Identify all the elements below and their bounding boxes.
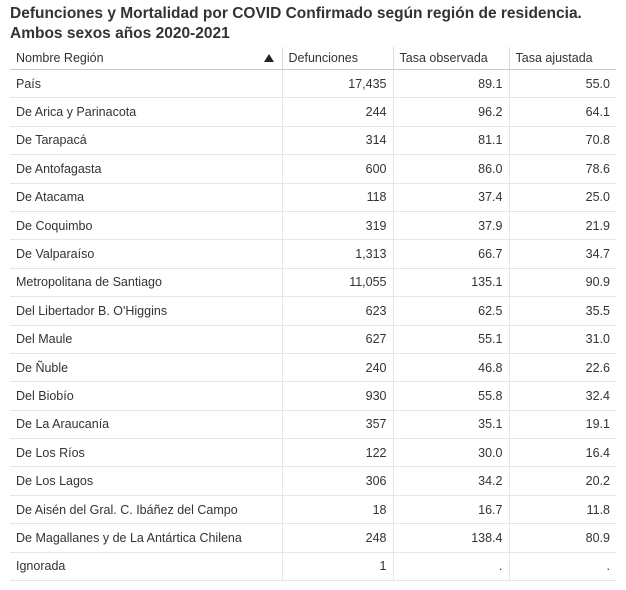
table-row (10, 297, 616, 325)
cell-observed-rate: 89.1 (393, 70, 509, 98)
cell-deaths: 627 (282, 325, 393, 353)
cell-adjusted-rate: 22.6 (509, 353, 616, 381)
cell-adjusted-rate: 19.1 (509, 410, 616, 438)
table-row (10, 183, 616, 211)
table-row (10, 126, 616, 154)
table-row (10, 410, 616, 438)
cell-adjusted-rate: 90.9 (509, 268, 616, 296)
cell-region-name: De Antofagasta (10, 155, 282, 183)
cell-observed-rate: 66.7 (393, 240, 509, 268)
cell-adjusted-rate: 64.1 (509, 98, 616, 126)
cell-adjusted-rate: 32.4 (509, 382, 616, 410)
column-header-region-label: Nombre Región (16, 51, 104, 65)
cell-region-name: De Coquimbo (10, 211, 282, 239)
cell-deaths: 1 (282, 552, 393, 580)
table-row (10, 495, 616, 523)
cell-region-name: De Atacama (10, 183, 282, 211)
cell-region-name: Del Libertador B. O'Higgins (10, 297, 282, 325)
cell-deaths: 306 (282, 467, 393, 495)
cell-deaths: 18 (282, 495, 393, 523)
cell-adjusted-rate: 55.0 (509, 70, 616, 98)
table-row (10, 98, 616, 126)
mortality-table (10, 47, 616, 581)
cell-deaths: 11,055 (282, 268, 393, 296)
cell-region-name: De Ñuble (10, 353, 282, 381)
table-row (10, 552, 616, 580)
cell-region-name: De Los Ríos (10, 439, 282, 467)
cell-region-name: Ignorada (10, 552, 282, 580)
table-header-row (10, 47, 616, 70)
cell-region-name: De Tarapacá (10, 126, 282, 154)
cell-region-name: De Valparaíso (10, 240, 282, 268)
cell-region-name: Metropolitana de Santiago (10, 268, 282, 296)
cell-region-name: Del Biobío (10, 382, 282, 410)
cell-deaths: 118 (282, 183, 393, 211)
cell-adjusted-rate: 34.7 (509, 240, 616, 268)
table-row (10, 524, 616, 552)
column-header-adjusted-rate[interactable]: Tasa ajustada (509, 47, 616, 70)
cell-adjusted-rate: 16.4 (509, 439, 616, 467)
cell-deaths: 319 (282, 211, 393, 239)
cell-observed-rate: 16.7 (393, 495, 509, 523)
cell-observed-rate: 138.4 (393, 524, 509, 552)
cell-adjusted-rate: 25.0 (509, 183, 616, 211)
table-row (10, 439, 616, 467)
cell-observed-rate: 96.2 (393, 98, 509, 126)
cell-deaths: 244 (282, 98, 393, 126)
cell-observed-rate: 37.4 (393, 183, 509, 211)
table-body (10, 70, 616, 581)
cell-region-name: De Los Lagos (10, 467, 282, 495)
cell-observed-rate: 86.0 (393, 155, 509, 183)
cell-adjusted-rate: 80.9 (509, 524, 616, 552)
cell-observed-rate: 34.2 (393, 467, 509, 495)
table-row (10, 325, 616, 353)
cell-region-name: País (10, 70, 282, 98)
cell-observed-rate: 55.1 (393, 325, 509, 353)
table-row (10, 211, 616, 239)
cell-deaths: 314 (282, 126, 393, 154)
cell-region-name: De Magallanes y de La Antártica Chilena (10, 524, 282, 552)
cell-deaths: 930 (282, 382, 393, 410)
cell-deaths: 357 (282, 410, 393, 438)
table-row (10, 353, 616, 381)
cell-deaths: 17,435 (282, 70, 393, 98)
column-header-observed-rate[interactable]: Tasa observada (393, 47, 509, 70)
table-row (10, 268, 616, 296)
cell-deaths: 600 (282, 155, 393, 183)
table-row (10, 467, 616, 495)
page-title: Defunciones y Mortalidad por COVID Confirmado según región de residencia. Ambos sexos años 2020-2021 (10, 5, 582, 42)
cell-adjusted-rate: . (509, 552, 616, 580)
cell-region-name: De Aisén del Gral. C. Ibáñez del Campo (10, 495, 282, 523)
cell-adjusted-rate: 20.2 (509, 467, 616, 495)
table-row (10, 382, 616, 410)
table-row (10, 70, 616, 98)
cell-adjusted-rate: 21.9 (509, 211, 616, 239)
table-row (10, 240, 616, 268)
cell-region-name: De La Araucanía (10, 410, 282, 438)
cell-adjusted-rate: 35.5 (509, 297, 616, 325)
cell-observed-rate: 30.0 (393, 439, 509, 467)
cell-region-name: Del Maule (10, 325, 282, 353)
cell-observed-rate: . (393, 552, 509, 580)
cell-adjusted-rate: 78.6 (509, 155, 616, 183)
cell-observed-rate: 81.1 (393, 126, 509, 154)
cell-deaths: 248 (282, 524, 393, 552)
cell-observed-rate: 62.5 (393, 297, 509, 325)
cell-observed-rate: 46.8 (393, 353, 509, 381)
cell-deaths: 240 (282, 353, 393, 381)
table-row (10, 155, 616, 183)
sort-ascending-icon[interactable] (264, 54, 274, 62)
column-header-deaths[interactable]: Defunciones (282, 47, 393, 70)
cell-deaths: 623 (282, 297, 393, 325)
cell-observed-rate: 37.9 (393, 211, 509, 239)
cell-observed-rate: 55.8 (393, 382, 509, 410)
cell-adjusted-rate: 70.8 (509, 126, 616, 154)
cell-observed-rate: 35.1 (393, 410, 509, 438)
cell-region-name: De Arica y Parinacota (10, 98, 282, 126)
cell-adjusted-rate: 11.8 (509, 495, 616, 523)
cell-adjusted-rate: 31.0 (509, 325, 616, 353)
column-header-region[interactable] (10, 47, 282, 70)
cell-deaths: 1,313 (282, 240, 393, 268)
cell-observed-rate: 135.1 (393, 268, 509, 296)
cell-deaths: 122 (282, 439, 393, 467)
